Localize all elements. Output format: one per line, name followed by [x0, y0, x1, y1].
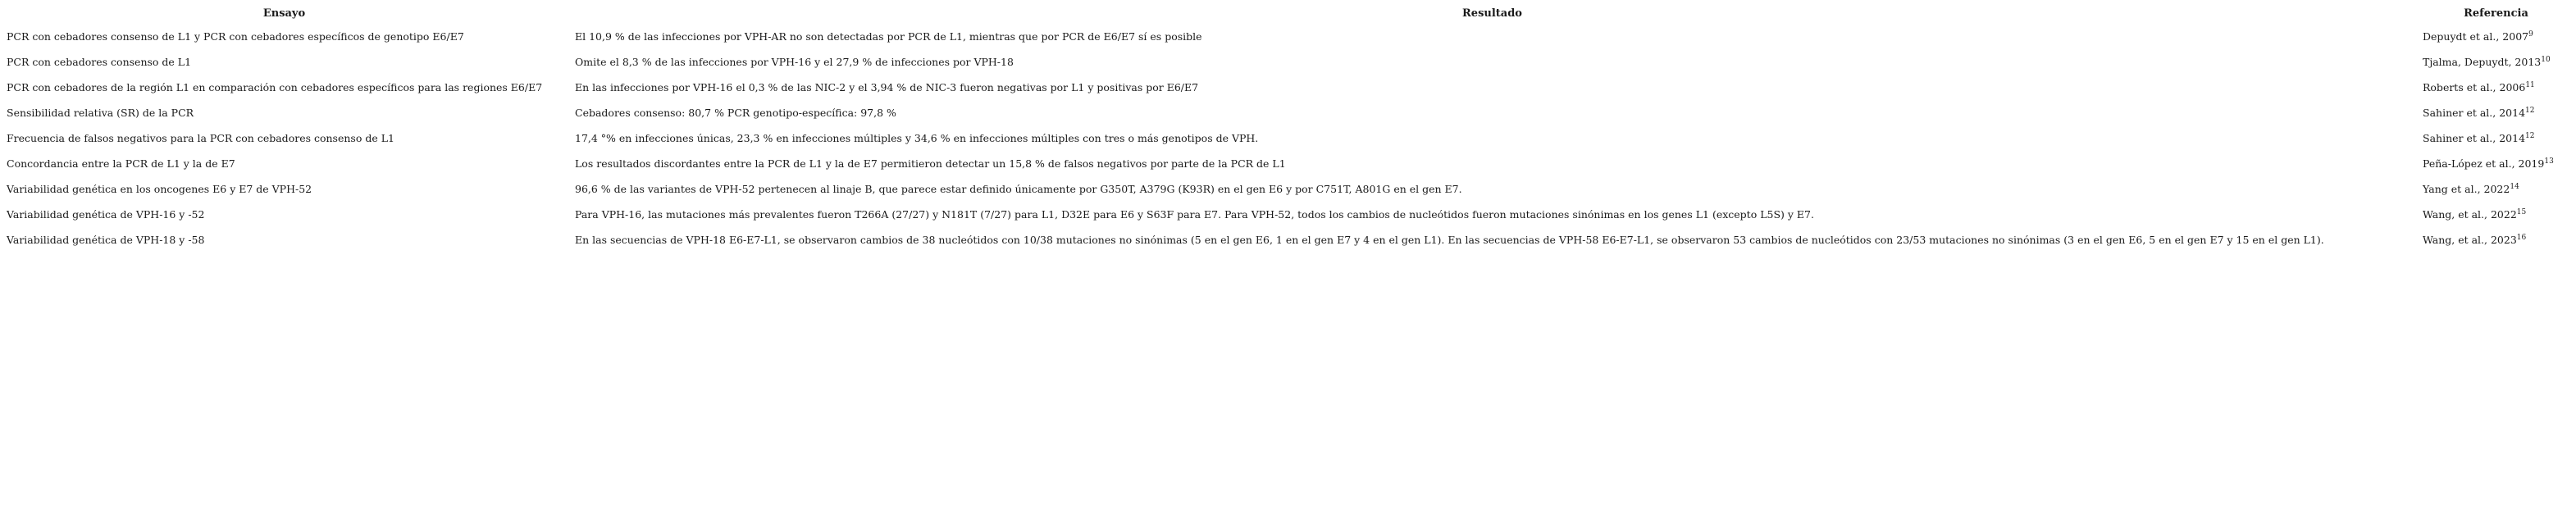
table-row — [0, 75, 2576, 101]
result-cell: En las secuencias de VPH-18 E6-E7-L1, se observaron cambios de 38 nucleótidos con 10/38 mutaciones no sinónimas (5 en el gen E6, 1 en el gen E7 y 4 en el gen L1). En las secuencias de VPH-58 E6-E7-L1, se observaron 53 cambios de nucleótidos con 23/53 mutaciones no sinónimas (3 en el gen E6, 5 en el gen E7 y 15 en el gen L1). — [575, 234, 2324, 246]
assay-cell: PCR con cebadores consenso de L1 — [7, 56, 192, 68]
assay-cell: Variabilidad genética de VPH-16 y -52 — [7, 208, 205, 221]
table-row — [0, 203, 2576, 228]
reference-text: Sahiner et al., 2014 — [2423, 132, 2526, 144]
reference-number: 16 — [2516, 233, 2527, 242]
table-row — [0, 126, 2576, 152]
reference-text: Peña-López et al., 2019 — [2423, 157, 2545, 170]
header-row — [0, 0, 2576, 25]
header-assay: Ensayo — [262, 7, 306, 20]
result-cell: En las infecciones por VPH-16 el 0,3 % de las NIC-2 y el 3,94 % de NIC-3 fueron negativas por L1 y positivas por E6/E7 — [575, 81, 1199, 93]
table-row — [0, 177, 2576, 203]
table-header — [0, 0, 2576, 25]
reference-text: Tjalma, Depuydt, 2013 — [2423, 56, 2542, 68]
reference-number: 14 — [2510, 182, 2519, 191]
assay-cell: Variabilidad genética de VPH-18 y -58 — [7, 234, 205, 246]
table-row — [0, 101, 2576, 126]
reference-text: Sahiner et al., 2014 — [2423, 107, 2526, 119]
reference-text: Depuydt et al., 2007 — [2423, 30, 2529, 43]
table-container — [0, 0, 2576, 253]
reference-text: Yang et al., 2022 — [2423, 183, 2510, 195]
reference-cell — [2416, 75, 2576, 101]
reference-text: Wang, et al., 2023 — [2423, 234, 2517, 246]
result-cell: Cebadores consenso: 80,7 % PCR genotipo-específica: 97,8 % — [575, 107, 896, 119]
result-cell: Para VPH-16, las mutaciones más prevalentes fueron T266A (27/27) y N181T (7/27) para L1, D32E para E6 y S63F para E7. Para VPH-52, todos los cambios de nucleótidos fueron mutaciones sinónimas en los genes L1 (excepto L5S) y E7. — [575, 208, 1814, 221]
results-table — [0, 0, 2576, 253]
reference-number: 9 — [2528, 30, 2533, 39]
reference-number: 12 — [2525, 106, 2535, 115]
table-row — [0, 25, 2576, 50]
assay-cell: PCR con cebadores consenso de L1 y PCR con cebadores específicos de genotipo E6/E7 — [7, 30, 464, 43]
result-cell: 96,6 % de las variantes de VPH-52 pertenecen al linaje B, que parece estar definido únicamente por G350T, A379G (K93R) en el gen E6 y por C751T, A801G en el gen E7. — [575, 183, 1462, 195]
reference-number: 11 — [2525, 80, 2535, 89]
header-reference: Referencia — [2464, 7, 2528, 20]
table-row — [0, 228, 2576, 253]
result-cell: 17,4 °% en infecciones únicas, 23,3 % en infecciones múltiples y 34,6 % en infecciones múltiples con tres o más genotipos de VPH. — [575, 132, 1259, 144]
assay-cell: Variabilidad genética en los oncogenes E6 y E7 de VPH-52 — [7, 183, 312, 195]
assay-cell: PCR con cebadores de la región L1 en comparación con cebadores específicos para las regiones E6/E7 — [7, 81, 543, 93]
reference-number: 12 — [2525, 131, 2535, 140]
reference-cell — [2416, 50, 2576, 75]
assay-cell: Sensibilidad relativa (SR) de la PCR — [7, 107, 194, 119]
reference-cell — [2416, 152, 2576, 177]
assay-cell: Concordancia entre la PCR de L1 y la de E7 — [7, 157, 235, 170]
result-cell: Los resultados discordantes entre la PCR de L1 y la de E7 permitieron detectar un 15,8 % de falsos negativos por parte de la PCR de L1 — [575, 157, 1286, 170]
reference-number: 10 — [2541, 55, 2551, 64]
reference-number: 13 — [2544, 157, 2554, 166]
table-body — [0, 25, 2576, 253]
reference-text: Wang, et al., 2022 — [2423, 208, 2517, 221]
reference-cell — [2416, 126, 2576, 152]
reference-cell — [2416, 101, 2576, 126]
reference-cell — [2416, 203, 2576, 228]
header-result: Resultado — [1462, 7, 1522, 20]
reference-cell — [2416, 228, 2576, 253]
reference-cell — [2416, 25, 2576, 50]
reference-text: Roberts et al., 2006 — [2423, 81, 2526, 93]
table-row — [0, 50, 2576, 75]
assay-cell: Frecuencia de falsos negativos para la PCR con cebadores consenso de L1 — [7, 132, 394, 144]
reference-number: 15 — [2516, 207, 2527, 216]
table-row — [0, 152, 2576, 177]
result-cell: El 10,9 % de las infecciones por VPH-AR no son detectadas por PCR de L1, mientras que por PCR de E6/E7 sí es posible — [575, 30, 1202, 43]
reference-cell — [2416, 177, 2576, 203]
result-cell: Omite el 8,3 % de las infecciones por VPH-16 y el 27,9 % de infecciones por VPH-18 — [575, 56, 1014, 68]
